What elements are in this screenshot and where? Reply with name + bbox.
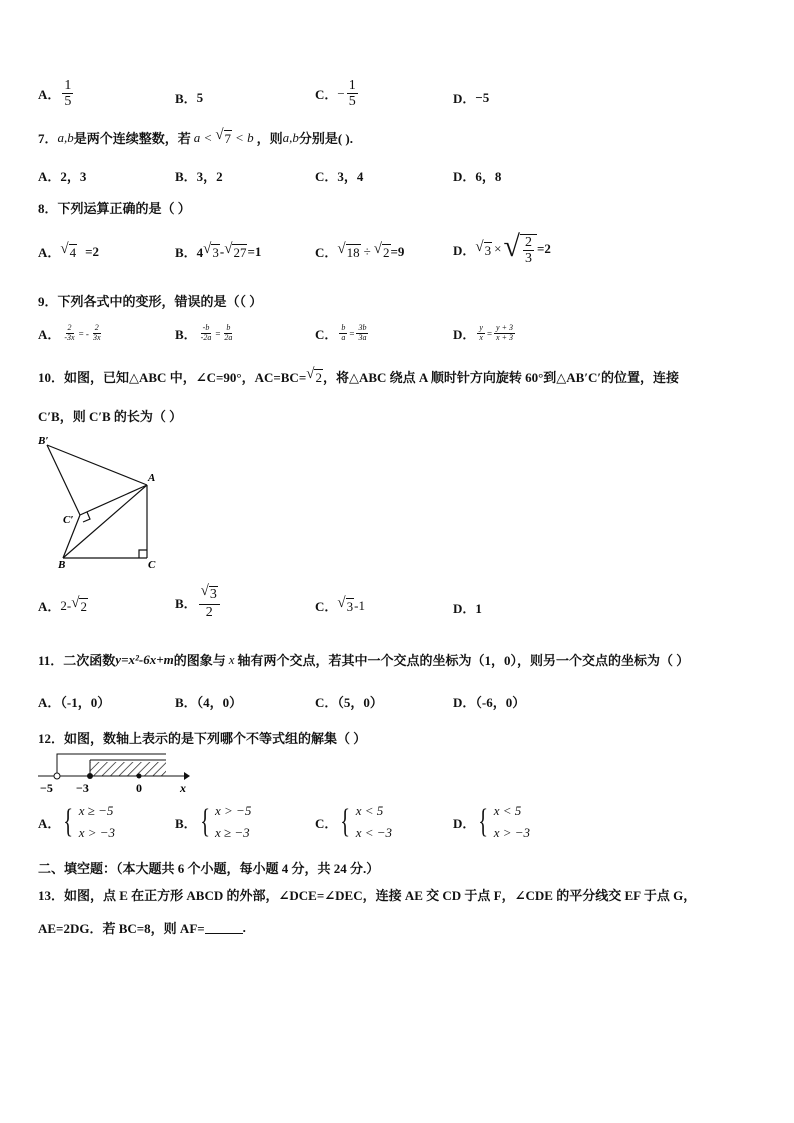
- q7-option-b: B．3，2: [175, 169, 223, 184]
- q9-option-c: C． $\frac{b}{a}$ = $\frac{3b}{3a}$: [315, 323, 367, 342]
- label-a: A: [148, 472, 156, 484]
- q10-option-a: A． 2- √ 2: [38, 595, 87, 615]
- section2-heading: 二、填空题：（本大题共 6 个小题，每小题 4 分，共 24 分.）: [38, 861, 380, 876]
- q6-option-c: C． − $\frac{1}{5}$: [315, 78, 356, 110]
- axis-label-neg3: −3: [76, 781, 89, 795]
- label-c-prime: C′: [63, 514, 74, 526]
- q10-triangle-figure: [30, 430, 170, 575]
- q12-option-a: A． { x ≥ −5 x > −3: [38, 803, 116, 841]
- label-c: C: [148, 559, 156, 571]
- q8-option-d: D． √ 3 × √ $\frac{2}{3}$ =2: [453, 230, 551, 267]
- q11-stem: 11．二次函数 y=x²-6x+m 的图象与 x 轴有两个交点，若其中一个交点的坐标为（1，0），则另一个交点的坐标为（ ）: [38, 651, 690, 668]
- q8-option-a: A． √ 4 =2: [38, 241, 100, 261]
- axis-label-0: 0: [136, 781, 142, 795]
- q9-stem: 9．下列各式中的变形，错误的是（（ ）: [38, 294, 263, 309]
- q12-number-line: [34, 750, 194, 796]
- q11-option-a: A．（-1，0）: [38, 695, 111, 710]
- label-b: B: [58, 559, 66, 571]
- q10-option-d: D．1: [453, 601, 482, 616]
- q9-option-b: B． $\frac{-b}{-2a}$ = $\frac{b}{2a}$: [175, 323, 233, 342]
- q7-stem: 7． a,b 是两个连续整数，若 a < √ 7 < b ，则 a,b 分别是( ).: [38, 127, 354, 147]
- q7-option-a: A．2，3: [38, 169, 87, 184]
- q12-option-c: C． { x < 5 x < −3: [315, 803, 393, 841]
- q9-option-a: A． $\frac{2}{-3x}$ = - $\frac{2}{3x}$: [38, 323, 101, 342]
- q12-option-b: B． { x > −5 x ≥ −3: [175, 803, 252, 841]
- q9-option-d: D． $\frac{y}{x}$ = $\frac{y + 3}{x + 3}$: [453, 323, 513, 342]
- q11-option-b: B．（4，0）: [175, 695, 243, 710]
- q11-option-d: D．（-6，0）: [453, 695, 526, 710]
- q10-option-b: B． √ 3 2: [175, 584, 222, 620]
- q13-stem-line1: 13．如图，点 E 在正方形 ABCD 的外部，∠DCE=∠DEC，连接 AE 交 CD 于点 F，∠CDE 的平分线交 EF 于点 G，: [38, 888, 697, 903]
- q13-stem-line2: AE=2DG．若 BC=8，则 AF= .: [38, 919, 246, 936]
- q10-stem-line2: C′B，则 C′B 的长为（ ）: [38, 409, 183, 424]
- q7-option-d: D．6，8: [453, 169, 502, 184]
- q12-option-d: D． { x < 5 x > −3: [453, 803, 531, 841]
- q8-option-c: C． √ 18 ÷ √ 2 =9: [315, 241, 405, 261]
- q6-option-a: A． $\frac{1}{5}$: [38, 78, 72, 110]
- label-b-prime: B′: [38, 435, 49, 447]
- axis-label-x: x: [180, 781, 186, 795]
- q12-stem: 12．如图，数轴上表示的是下列哪个不等式组的解集（ ）: [38, 731, 367, 746]
- q7-option-c: C．3，4: [315, 169, 364, 184]
- axis-label-neg5: −5: [40, 781, 53, 795]
- answer-blank[interactable]: [205, 921, 243, 934]
- q10-stem-line1: 10．如图，已知△ABC 中，∠C=90°，AC=BC= √ 2 ，将△ABC 绕点 A 顺时针方向旋转 60°到△AB′C′的位置，连接: [38, 366, 680, 386]
- q10-option-c: C． √ 3 -1: [315, 595, 365, 615]
- q6-a-fraction: $\frac{1}{5}$: [64, 78, 72, 110]
- q6-option-d: D． −5: [453, 89, 490, 106]
- q6-option-b: B． 5: [175, 89, 204, 106]
- q7-sqrt: √ 7: [215, 127, 232, 147]
- q11-option-c: C．（5，0）: [315, 695, 383, 710]
- q8-stem: 8．下列运算正确的是（ ）: [38, 201, 191, 216]
- q6-c-fraction: $\frac{1}{5}$: [348, 78, 356, 110]
- q8-option-b: B．4 √ 3 - √ 27 =1: [175, 241, 262, 261]
